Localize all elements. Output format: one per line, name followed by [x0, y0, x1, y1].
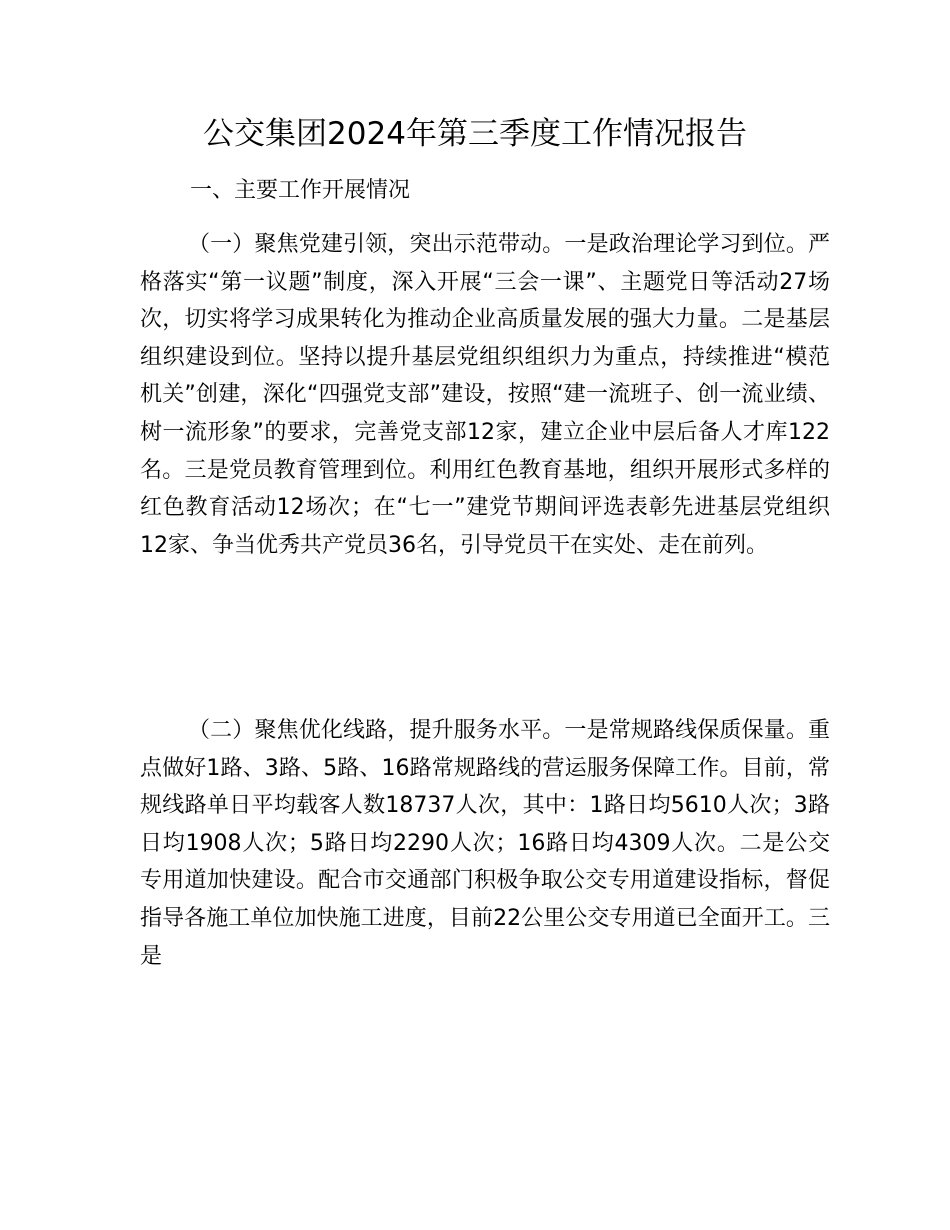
document-title: 公交集团2024年第三季度工作情况报告 — [203, 116, 747, 152]
section-heading: 一、主要工作开展情况 — [190, 178, 411, 203]
paragraph-route-optimization: （二）聚焦优化线路，提升服务水平。一是常规路线保质保量。重点做好1路、3路、5路、16路常规路线的营运服务保障工作。目前，常规线路单日平均载客人数18737人次，其中：1路日均5610人次；3路日均1908人次；5路日均2290人次；16路日均4309人次。二是公交专用道加快建设。配合市交通部门积极争取公交专用道建设指标，督促指导各施工单位加快施工进度，目前22公里公交专用道已全面开工。三是 — [140, 718, 830, 969]
paragraph-party-building: （一）聚焦党建引领，突出示范带动。一是政治理论学习到位。严格落实“第一议题”制度，深入开展“三会一课”、主题党日等活动27场次，切实将学习成果转化为推动企业高质量发展的强大力量。二是基层组织建设到位。坚持以提升基层党组织组织力为重点，持续推进“模范机关”创建，深化“四强党支部”建设，按照“建一流班子、创一流业绩、树一流形象”的要求，完善党支部12家，建立企业中层后备人才库122名。三是党员教育管理到位。利用红色教育基地，组织开展形式多样的红色教育活动12场次；在“七一”建党节期间评选表彰先进基层党组织12家、争当优秀共产党员36名，引导党员干在实处、走在前列。 — [140, 232, 830, 558]
